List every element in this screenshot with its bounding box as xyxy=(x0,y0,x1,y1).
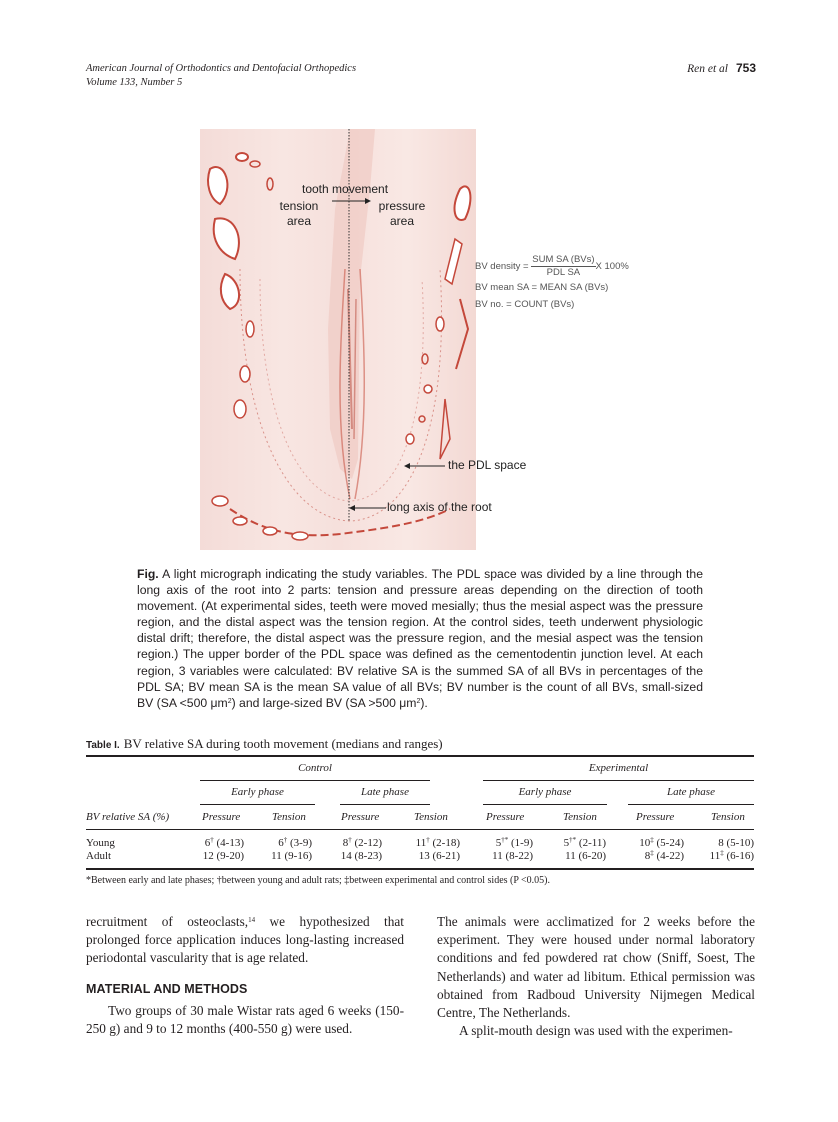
caption-label: Fig. xyxy=(137,567,159,581)
table-caption: BV relative SA during tooth movement (medians and ranges) xyxy=(123,736,443,751)
bv-count-formula: BV no. = COUNT (BVs) xyxy=(475,299,575,310)
table-footnote: *Between early and late phases; †between young and adult rats; ‡between experimental and control sides (P <0.05). xyxy=(86,875,551,886)
paragraph: A split-mouth design was used with the experimen- xyxy=(459,1023,733,1039)
table-cell: 14 (8-23) xyxy=(340,850,382,862)
paragraph: Two groups of 30 male Wistar rats aged 6 weeks (150-250 g) and 9 to 12 months (400-550 g) were used. xyxy=(86,1002,404,1037)
column-header: Tension xyxy=(414,811,448,823)
phase-rule xyxy=(340,804,430,805)
table-cell: 8 (5-10) xyxy=(718,837,754,849)
figure-caption: Fig. A light micrograph indicating the study variables. The PDL space was divided by a line through the long axis of the root into 2 parts: tension and pressure areas depending on the direction of tooth movement. (At experimental sides, teeth were moved mesially; thus the mesial aspect was the pressure region, and the distal aspect was the tension region. At the control sides, teeth underwent physiologic distal drift; therefore, the distal aspect was the pressure region, and the mesial aspect was the tension region.) The upper border of the PDL space was defined as the cementodentin junction level. At each region, 3 variables were calculated: BV relative SA is the summed SA of all BVs in percentages of the PDL SA; BV mean SA is the mean SA value of all BVs; BV number is the count of all BVs, small-sized BV (SA <500 $\mu m^2$) and large-sized BV (SA >500 $\mu m^2$). xyxy=(137,567,703,710)
section-heading: MATERIAL AND METHODS xyxy=(86,981,248,996)
journal-volume: Volume 133, Number 5 xyxy=(86,77,183,88)
table-cell: 11‡ (6-16) xyxy=(709,849,754,862)
table-cell: 8† (2-12) xyxy=(342,836,382,849)
row-header-label: BV relative SA (%) xyxy=(86,811,170,823)
column-header: Pressure xyxy=(202,811,241,823)
table-cell: 8‡ (4-22) xyxy=(644,849,684,862)
running-header xyxy=(86,62,356,90)
phase-header: Late phase xyxy=(361,786,409,798)
fraction: $\frac{\text{SUM SA (BVs)}}{\text{PDL SA}}$ xyxy=(532,254,595,278)
authors: Ren et al xyxy=(687,63,728,75)
phase-rule xyxy=(200,804,315,805)
row-label-young: Young xyxy=(86,837,115,849)
table-cell: 11 (6-20) xyxy=(565,850,606,862)
table-cell: 12 (9-20) xyxy=(202,850,244,862)
column-header: Pressure xyxy=(341,811,380,823)
column-header: Pressure xyxy=(486,811,525,823)
group-header-control: Control xyxy=(298,762,332,774)
table-label: Table I. xyxy=(86,740,120,751)
reference-14[interactable]: 14 xyxy=(248,916,256,924)
bv-mean-formula: BV mean SA = MEAN SA (BVs) xyxy=(475,282,609,293)
control-rule xyxy=(200,780,430,781)
phase-header: Early phase xyxy=(231,786,284,798)
column-header: Tension xyxy=(711,811,745,823)
phase-rule xyxy=(483,804,607,805)
table-cell: 6† (3-9) xyxy=(278,836,312,849)
tension-area-label: tension area xyxy=(279,199,319,228)
long-axis-label: long axis of the root xyxy=(387,500,492,514)
row-label-adult: Adult xyxy=(86,850,112,862)
table-top-rule xyxy=(86,755,754,757)
table-cell: 11† (2-18) xyxy=(415,836,460,849)
phase-header: Late phase xyxy=(667,786,715,798)
column-header: Tension xyxy=(563,811,597,823)
body-column-left xyxy=(86,913,404,1038)
tooth-movement-label: tooth movement xyxy=(302,182,389,196)
table-cell: 13 (6-21) xyxy=(418,850,460,862)
table-cell: 11 (9-16) xyxy=(271,850,312,862)
pdl-space-label: the PDL space xyxy=(448,458,527,472)
journal-name: American Journal of Orthodontics and Dentofacial Orthopedics xyxy=(86,63,357,74)
body-column-right xyxy=(437,913,755,1040)
pressure-area-label: pressure area xyxy=(378,199,426,228)
column-header: Pressure xyxy=(636,811,675,823)
experimental-rule xyxy=(483,780,754,781)
phase-header: Early phase xyxy=(518,786,572,798)
running-header-right xyxy=(687,61,756,75)
caption-text: A light micrograph indicating the study variables. The PDL space was divided by a line through the long axis of the root into 2 parts: tension and pressure areas depending on the direction of tooth movement. (At experimental sides, teeth were moved mesially; thus the mesial aspect was the pressure region, and the distal aspect was the tension region. At the control sides, teeth underwent physiologic distal drift; therefore, the distal aspect was the pressure region, and the mesial aspect was the tension region.) The upper border of the PDL space was defined as the cementodentin junction level. At each region, 3 variables were calculated: BV relative SA is the summed SA of all BVs in percentages of the PDL SA; BV mean SA is the mean SA value of all BVs; BV number is the count of all BVs, small-sized BV (SA <500 μm xyxy=(137,567,703,710)
page-number: 753 xyxy=(735,61,756,75)
paragraph: The animals were acclimatized for 2 weeks before the experiment. They were housed under normal laboratory conditions and fed powdered rat chow (Sniff, Soest, The Netherlands) and water ad libitum. Ethical permission was obtained from Radboud University Nijmegen Medical Centre, The Netherlands. xyxy=(437,914,755,1021)
table-cell: 5†* (2-11) xyxy=(563,836,606,849)
paragraph: recruitment of osteoclasts,$^{14}$ we hypothesized that prolonged force application induces long-lasting increased periodontal vascularity that is age related. xyxy=(86,914,404,966)
table-title xyxy=(86,736,443,752)
table-cell: 5†* (1-9) xyxy=(495,836,533,849)
formula-block xyxy=(475,254,629,313)
table-cell: 10‡ (5-24) xyxy=(639,836,684,849)
bv-density-formula: BV density = $\frac{\text{SUM SA (BVs)}}{\text{PDL SA}}$ X 100% xyxy=(475,254,629,278)
phase-rule xyxy=(628,804,754,805)
column-header: Tension xyxy=(272,811,306,823)
figure xyxy=(200,129,642,550)
header-bottom-rule xyxy=(86,829,754,830)
table-cell: 6† (4-13) xyxy=(204,836,244,849)
table-bottom-rule xyxy=(86,868,754,870)
group-header-experimental: Experimental xyxy=(588,762,649,774)
table-cell: 11 (8-22) xyxy=(492,850,533,862)
